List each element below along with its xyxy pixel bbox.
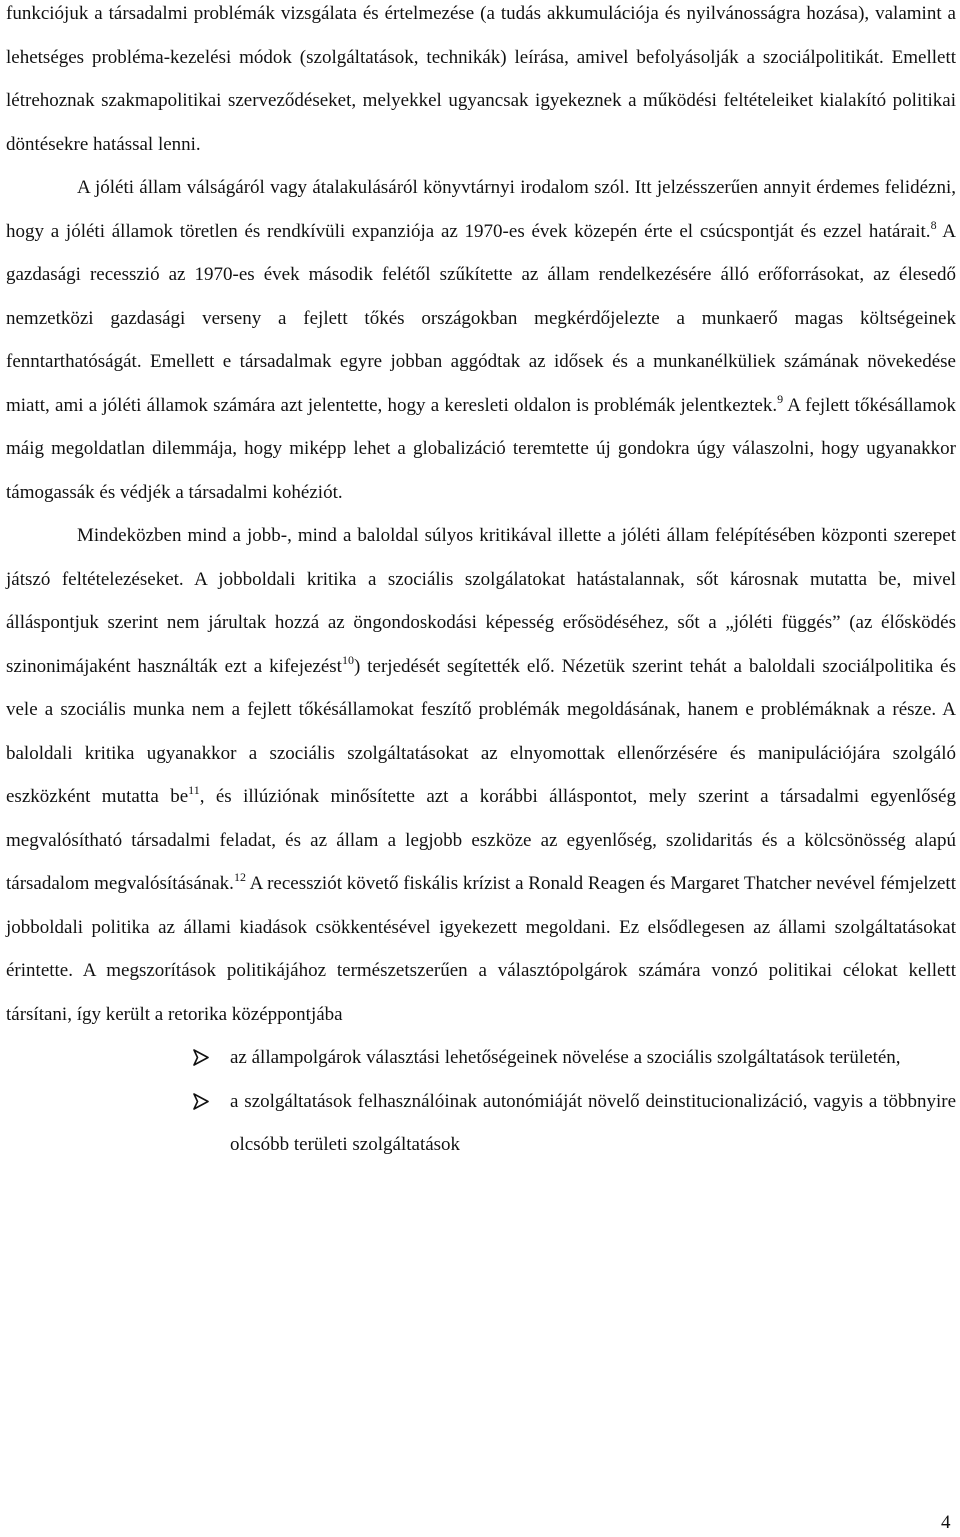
bullet-text: a szolgáltatások felhasználóinak autonómiáját növelő deinstitucionalizáció, vagyis a többnyire olcsóbb területi szolgáltatások bbox=[230, 1090, 956, 1155]
paragraph-text: ) terjedését segítették elő. Nézetük szerint tehát a baloldali szociálpolitika és vele a szociális munka nem a fejlett tőkésállamokat feszítő problémák megoldásának, hanem e problémáknak a része. A baloldali kritika ugyanakkor a szociális szolgáltatásokat az elnyomottak ellenőrzésére és manipulációjára szolgáló eszközként mutatta be bbox=[6, 655, 956, 807]
page-number: 4 bbox=[941, 1512, 951, 1533]
footnote-marker[interactable]: 11 bbox=[188, 783, 200, 797]
bullet-item-2 bbox=[6, 1080, 956, 1167]
paragraph-2 bbox=[6, 166, 956, 514]
bullet-text: az állampolgárok választási lehetőségeinek növelése a szociális szolgáltatások területén, bbox=[230, 1047, 901, 1068]
paragraph-1 bbox=[6, 0, 956, 166]
paragraph-text: A fejlett tőkésállamok máig megoldatlan dilemmája, hogy miképp lehet a globalizáció teremtette új gondokra úgy válaszolni, hogy ugyanakkor támogassák és védjék a társadalmi kohéziót. bbox=[6, 394, 956, 503]
paragraph-text: , és illúziónak minősítette azt a korábbi álláspontot, mely szerint a társadalmi egyenlőség megvalósítható társadalmi feladat, és az állam a legjobb eszköze az egyenlőség, szolidaritás és a kölcsönösség alapú társadalom megvalósításának. bbox=[6, 786, 956, 894]
bullet-list bbox=[6, 1036, 956, 1167]
paragraph-text: A recessziót követő fiskális krízist a Ronald Reagen és Margaret Thatcher nevével fémjelzett jobboldali politika az állami kiadások csökkentésével igyekezett megoldani. Ez elsődlegesen az állami szolgáltatásokat érintette. A megszorítások politikájához természetszerűen a választópolgárok számára vonzó politikai célokat kellett társítani, így került a retorika középpontjába bbox=[6, 873, 956, 1025]
paragraph-text: A gazdasági recesszió az 1970-es évek második felétől szűkítette az állam rendelkezésére álló erőforrásokat, az élesedő nemzetközi gazdasági verseny a fejlett tőkés országokban megkérdőjelezte a munkaerő magas költségeinek fenntarthatóságát. Emellett e társadalmak egyre jobban aggódtak az idősek és a munkanélküliek számának növekedése miatt, ami a jóléti államok számára azt jelentette, hogy a keresleti oldalon is problémák jelentkeztek. bbox=[6, 220, 956, 416]
paragraph-3 bbox=[6, 514, 956, 1036]
footnote-marker[interactable]: 12 bbox=[233, 870, 246, 884]
paragraph-text: A jóléti állam válságáról vagy átalakulásáról könyvtárnyi irodalom szól. Itt jelzésszerűen annyit érdemes felidézni, hogy a jóléti államok töretlen és rendkívüli expanziója az 1970-es évek közepén érte el csúcspontját és ezzel határait. bbox=[6, 177, 956, 242]
paragraph-text: funkciójuk a társadalmi problémák vizsgálata és értelmezése (a tudás akkumulációja és nyilvánosságra hozása), valamint a lehetséges probléma-kezelési módok (szolgáltatások, technikák) leírása, amivel befolyásolják a szociálpolitikát. Emellett létrehoznak szakmapolitikai szerveződéseket, melyekkel ugyancsak igyekeznek a működési feltételeiket kialakító politikai döntésekre hatással lenni. bbox=[6, 3, 956, 155]
footnote-marker[interactable]: 10 bbox=[341, 652, 354, 667]
document-page bbox=[6, 0, 956, 1167]
footnote-marker[interactable]: 9 bbox=[777, 391, 784, 406]
paragraph-text: Mindeközben mind a jobb-, mind a baloldal súlyos kritikával illette a jóléti állam felépítésében központi szerepet játszó feltételezéseket. A jobboldali kritika a szociális szolgálatokat hatástalannak, sőt károsnak mutatta be, mivel álláspontjuk szerint nem járultak hozzá az öngondoskodási képesség erősödéséhez, sőt a „jóléti függés” (az élősködés szinonimájaként használták ezt a kifejezést bbox=[6, 525, 956, 677]
footnote-marker[interactable]: 8 bbox=[930, 217, 937, 232]
bullet-item-1 bbox=[6, 1036, 956, 1080]
